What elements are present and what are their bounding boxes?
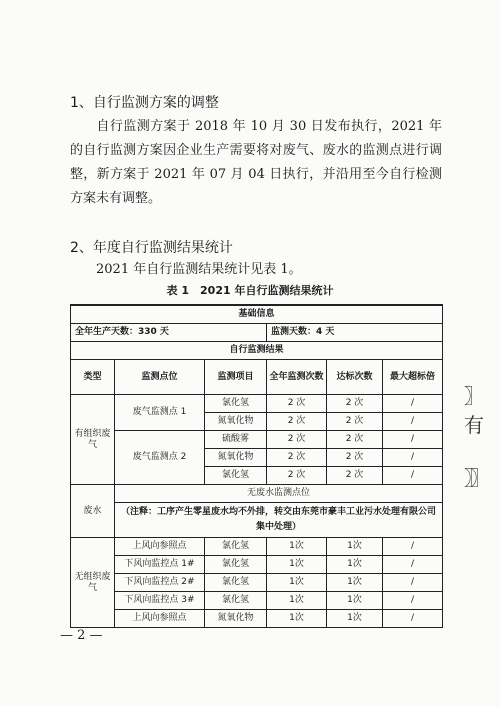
section-1-text: 自行监测方案于 2018 年 10 月 30 日发布执行，2021 年的自行监测方案因企业生产需要将对废气、废水的监测点进行调整，新方案于 2021 年 07 月 04 日执行，并沿用至今自行检测方案未有调整。	[70, 119, 442, 206]
table-cell: 2 次	[327, 395, 383, 413]
table-cell: 1次	[327, 556, 383, 574]
table-cell: /	[383, 556, 443, 574]
table-cell: 氯化氢	[205, 538, 267, 556]
table-cell: /	[383, 431, 443, 449]
edge-mark-top: 〗有	[464, 384, 480, 437]
table-cell: /	[383, 592, 443, 610]
table-caption: 表 1 2021 年自行监测结果统计	[166, 284, 334, 297]
table-cell: 2 次	[327, 449, 383, 467]
section-2-heading: 2、年度自行监测结果统计	[70, 240, 233, 256]
type-cell: 无组织废气	[71, 538, 115, 628]
section-2-paragraph	[70, 258, 442, 282]
table-cell: /	[383, 449, 443, 467]
table-cell: /	[383, 413, 443, 431]
table-cell: /	[383, 574, 443, 592]
results-table	[70, 304, 443, 628]
table-row	[71, 574, 443, 592]
table-cell: 2 次	[267, 431, 327, 449]
table-cell: 氯化氢	[205, 556, 267, 574]
table-cell: 2 次	[327, 431, 383, 449]
header-cell: 监测点位	[115, 360, 205, 395]
table-cell: 下风向监控点 3#	[115, 592, 205, 610]
table-cell: 下风向监控点 1#	[115, 556, 205, 574]
header-cell: 达标次数	[327, 360, 383, 395]
table-row	[71, 324, 443, 342]
table-row	[71, 305, 443, 324]
header-cell: 监测项目	[205, 360, 267, 395]
section-1-heading: 1、自行监测方案的调整	[70, 95, 219, 111]
edge-mark-bottom: 〗〗	[464, 466, 486, 490]
table-cell: 1次	[267, 556, 327, 574]
table-row	[71, 342, 443, 360]
table-cell: 1次	[267, 574, 327, 592]
table-cell: 1次	[327, 592, 383, 610]
wastewater-note: （注释：工序产生零星废水均不外排，转交由东莞市豪丰工业污水处理有限公司集中处理）	[115, 503, 443, 538]
table-cell: 氯化氢	[205, 592, 267, 610]
table-cell: 氯化氢	[205, 467, 267, 485]
table-cell: 2 次	[267, 413, 327, 431]
table-header-row	[71, 360, 443, 395]
table-cell: 氮氧化物	[205, 413, 267, 431]
table-row	[71, 503, 443, 538]
header-cell: 最大超标倍	[383, 360, 443, 395]
section-2-text: 2021 年自行监测结果统计见表 1。	[96, 262, 302, 277]
table-cell: /	[383, 538, 443, 556]
table-cell: 1次	[267, 538, 327, 556]
table-cell: 下风向监控点 2#	[115, 574, 205, 592]
table-cell: 1次	[327, 538, 383, 556]
table-cell: 2 次	[267, 467, 327, 485]
table-cell: 2 次	[267, 395, 327, 413]
point-cell: 废气监测点 2	[115, 431, 205, 485]
table-cell: 上风向参照点	[115, 610, 205, 628]
table-cell: /	[383, 610, 443, 628]
table-cell: 2 次	[327, 467, 383, 485]
table-cell: 2 次	[327, 413, 383, 431]
table-cell: 2 次	[267, 449, 327, 467]
basic-info-title: 基础信息	[71, 305, 443, 324]
table-row	[71, 395, 443, 413]
production-days: 全年生产天数：330 天	[71, 324, 267, 342]
table-cell: 1次	[327, 574, 383, 592]
wastewater-title: 无废水监测点位	[115, 485, 443, 503]
table-cell: 1次	[267, 610, 327, 628]
table-row	[71, 485, 443, 503]
table-row	[71, 538, 443, 556]
header-cell: 全年监测次数	[267, 360, 327, 395]
table-cell: 1次	[267, 592, 327, 610]
table-cell: /	[383, 395, 443, 413]
type-cell: 有组织废气	[71, 395, 115, 485]
table-row	[71, 556, 443, 574]
table-row	[71, 610, 443, 628]
table-row	[71, 592, 443, 610]
table-row	[71, 431, 443, 449]
results-title: 自行监测结果	[71, 342, 443, 360]
point-cell: 废气监测点 1	[115, 395, 205, 431]
table-cell: 氮氧化物	[205, 449, 267, 467]
page-number: — 2 —	[60, 628, 103, 643]
section-1-paragraph	[70, 115, 442, 211]
table-cell: 上风向参照点	[115, 538, 205, 556]
table-cell: 硫酸雾	[205, 431, 267, 449]
table-cell: /	[383, 467, 443, 485]
table-cell: 1次	[327, 610, 383, 628]
table-cell: 氯化氢	[205, 395, 267, 413]
table-cell: 氯化氢	[205, 574, 267, 592]
type-cell: 废水	[71, 485, 115, 538]
monitoring-days: 监测天数：4 天	[267, 324, 443, 342]
table-cell: 氮氧化物	[205, 610, 267, 628]
header-cell: 类型	[71, 360, 115, 395]
